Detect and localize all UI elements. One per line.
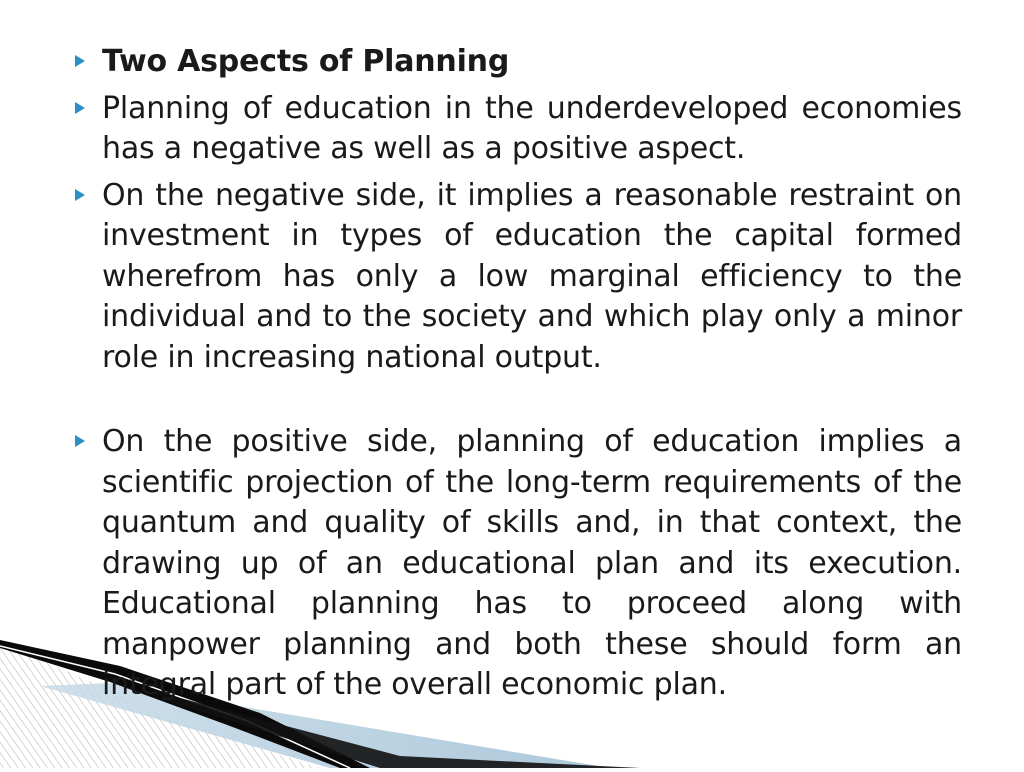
triangle-right-icon <box>74 188 86 202</box>
bullet-item-heading <box>74 42 962 83</box>
bullet-item <box>74 89 962 170</box>
bullet-list <box>74 42 962 706</box>
triangle-right-icon <box>74 434 86 448</box>
triangle-right-icon <box>74 54 86 68</box>
bullet-item <box>74 176 962 379</box>
bullet-text: Planning of education in the underdeveloped economies has a negative as well as a positive aspect. <box>102 90 962 166</box>
triangle-right-icon <box>74 101 86 115</box>
bullet-text: On the negative side, it implies a reasonable restraint on investment in types of education the capital formed wherefrom has only a low marginal efficiency to the individual and to the society and which play only a minor role in increasing national output. <box>102 177 962 375</box>
bullet-text: Two Aspects of Planning <box>102 44 510 79</box>
bullet-item <box>74 422 962 706</box>
slide-content <box>74 42 962 712</box>
bullet-text: On the positive side, planning of education implies a scientific projection of the long-term requirements of the quantum and quality of skills and, in that context, the drawing up of an educational plan and its execution. Educational planning has to proceed along with manpower planning and both these should form an integral part of the overall economic plan. <box>102 424 962 702</box>
